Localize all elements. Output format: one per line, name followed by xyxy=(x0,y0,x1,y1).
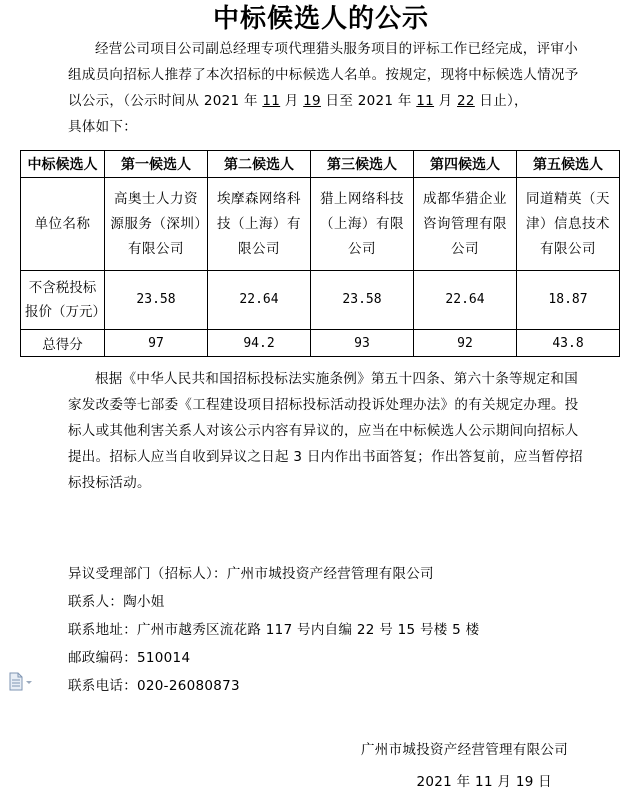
header-label: 中标候选人 xyxy=(21,151,105,178)
end-day: 22 xyxy=(457,93,475,109)
intro-text-5: 日止）， xyxy=(474,93,528,109)
column-header-5: 第五候选人 xyxy=(517,151,620,178)
intro-text-4: 月 xyxy=(434,93,458,109)
table-row xyxy=(21,271,620,330)
table-cell: 高奥士人力资源服务（深圳）有限公司 xyxy=(105,178,208,271)
document-icon[interactable] xyxy=(8,672,36,692)
intro-text-3: 日至 2021 年 xyxy=(320,93,417,109)
row-label: 不含税投标报价（万元） xyxy=(21,271,105,330)
table-cell: 23.58 xyxy=(311,271,414,330)
column-header-1: 第一候选人 xyxy=(105,151,208,178)
table-cell: 23.58 xyxy=(105,271,208,330)
table-header-row xyxy=(21,151,620,178)
intro-text-2: 月 xyxy=(280,93,304,109)
table-cell: 猎上网络科技（上海）有限公司 xyxy=(311,178,414,271)
table-cell: 94.2 xyxy=(208,330,311,357)
intro-tail: 具体如下： xyxy=(68,119,137,135)
column-header-2: 第二候选人 xyxy=(208,151,311,178)
intro-paragraph xyxy=(68,36,583,140)
table-cell: 埃摩森网络科技（上海）有限公司 xyxy=(208,178,311,271)
table-row xyxy=(21,178,620,271)
row-label: 总得分 xyxy=(21,330,105,357)
table-cell: 92 xyxy=(414,330,517,357)
table-cell: 43.8 xyxy=(517,330,620,357)
table-cell: 成都华猎企业咨询管理有限公司 xyxy=(414,178,517,271)
row-label: 单位名称 xyxy=(21,178,105,271)
candidates-table xyxy=(20,150,620,357)
end-month: 11 xyxy=(416,93,435,109)
start-month: 11 xyxy=(262,93,281,109)
table-row xyxy=(21,330,620,357)
signature-date: 2021 年 11 月 19 日 xyxy=(416,774,552,790)
contact-address: 联系地址：广州市越秀区流花路 117 号内自编 22 号 15 号楼 5 楼 xyxy=(68,622,480,638)
table-cell: 同道精英（天津）信息技术有限公司 xyxy=(517,178,620,271)
table-cell: 22.64 xyxy=(208,271,311,330)
column-header-4: 第四候选人 xyxy=(414,151,517,178)
intro-text: 经营公司项目公司副总经理专项代理猎头服务项目的评标工作已经完成，评审小组成员向招标人推荐了本次招标的中标候选人名单。按规定，现将中标候选人情况予以公示，（公示时间从 2021 年 xyxy=(68,41,579,109)
contact-person: 联系人：陶小姐 xyxy=(68,594,165,610)
column-header-3: 第三候选人 xyxy=(311,151,414,178)
table-cell: 97 xyxy=(105,330,208,357)
objection-paragraph: 根据《中华人民共和国招标投标法实施条例》第五十四条、第六十条等规定和国家发改委等七部委《工程建设项目招标投标活动投诉处理办法》的有关规定办理。投标人或其他利害关系人对该公示内容有异议的，应当在中标候选人公示期间向招标人提出。招标人应当自收到异议之日起 3 日内作出书面答复；作出答复前，应当暂停招标投标活动。 xyxy=(68,371,583,491)
start-day: 19 xyxy=(303,93,321,109)
signature-organization: 广州市城投资产经营管理有限公司 xyxy=(361,742,568,758)
table-cell: 22.64 xyxy=(414,271,517,330)
table-cell: 18.87 xyxy=(517,271,620,330)
page-title: 中标候选人的公示 xyxy=(212,4,429,34)
table-cell: 93 xyxy=(311,330,414,357)
objection-department: 异议受理部门（招标人）：广州市城投资产经营管理有限公司 xyxy=(68,566,434,582)
postal-code: 邮政编码：510014 xyxy=(68,650,191,666)
contact-phone: 联系电话：020-26080873 xyxy=(68,678,240,694)
